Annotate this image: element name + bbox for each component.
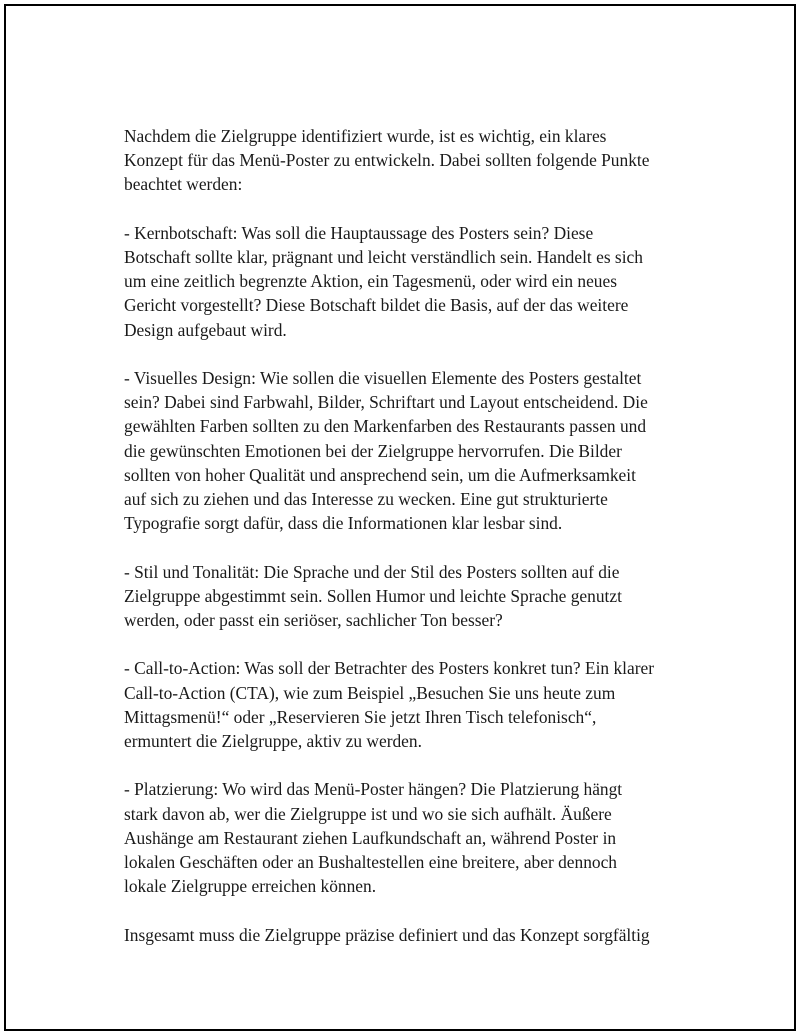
paragraph-platzierung: - Platzierung: Wo wird das Menü-Poster hängen? Die Platzierung hängt stark davon ab, wer die Zielgruppe ist und wo sie sich aufhält. Äußere Aushänge am Restaurant ziehen Laufkundschaft an, während Poster in lokalen Geschäften oder an Bushaltestellen eine breitere, aber dennoch lokale Zielgruppe erreichen können. [124, 779, 623, 897]
paragraph-conclusion: Insgesamt muss die Zielgruppe präzise definiert und das Konzept sorgfältig [124, 924, 650, 945]
paragraph-kernbotschaft: - Kernbotschaft: Was soll die Hauptaussage des Posters sein? Diese Botschaft sollte klar, prägnant und leicht verständlich sein. Handelt es sich um eine zeitlich begrenzte Aktion, ein Tagesmenü, oder wird ein neues Gericht vorgestellt? Diese Botschaft bildet die Basis, auf der das weitere Design aufgebaut wird. [124, 222, 643, 340]
paragraph-visuelles-design: - Visuelles Design: Wie sollen die visuellen Elemente des Posters gestaltet sein? Dabei sind Farbwahl, Bilder, Schriftart und Layout entscheidend. Die gewählten Farben sollten zu den Markenfarben des Restaurants passen und die gewünschten Emotionen bei der Zielgruppe hervorrufen. Die Bilder sollten von hoher Qualität und ansprechend sein, um die Aufmerksamkeit auf sich zu ziehen und das Interesse zu wecken. Eine gut strukturierte Typografie sorgt dafür, dass die Informationen klar lesbar sind. [124, 368, 648, 534]
page-frame [4, 4, 796, 1031]
paragraph-intro: Nachdem die Zielgruppe identifiziert wurde, ist es wichtig, ein klares Konzept für das Menü-Poster zu entwickeln. Dabei sollten folgende Punkte beachtet werden: [124, 126, 650, 195]
document-body [124, 124, 714, 971]
paragraph-stil-tonalitaet: - Stil und Tonalität: Die Sprache und der Stil des Posters sollten auf die Zielgruppe abgestimmt sein. Sollen Humor und leichte Sprache genutzt werden, oder passt ein seriöser, sachlicher Ton besser? [124, 561, 622, 631]
paragraph-call-to-action: - Call-to-Action: Was soll der Betrachter des Posters konkret tun? Ein klarer Call-to-Action (CTA), wie zum Beispiel „Besuchen Sie uns heute zum Mittagsmenü!“ oder „Reservieren Sie jetzt Ihren Tisch telefonisch“, ermuntert die Zielgruppe, aktiv zu werden. [124, 658, 654, 752]
